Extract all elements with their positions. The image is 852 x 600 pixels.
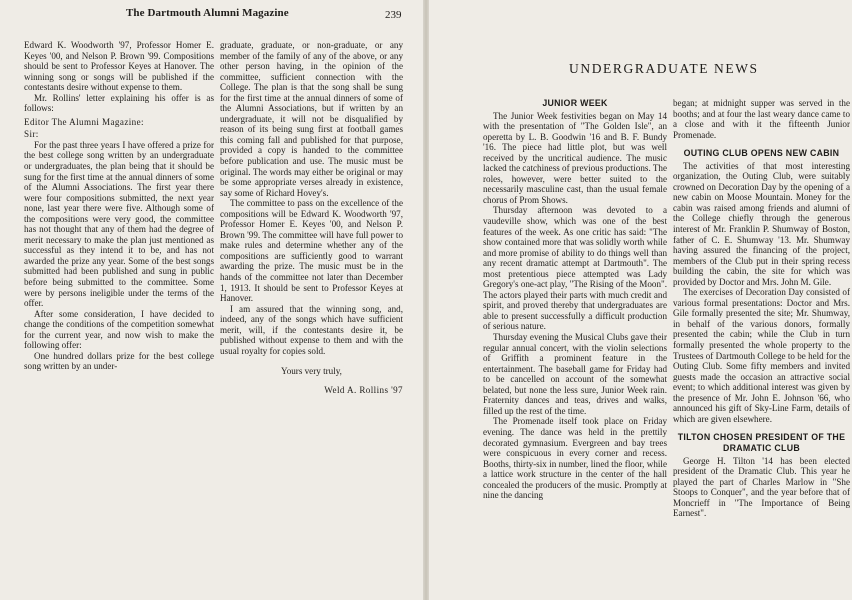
paragraph: One hundred dollars prize for the best college song written by an under-: [24, 350, 214, 372]
paragraph: Thursday afternoon was devoted to a vaudeville show, which was one of the best features of the week. As one critic has said: "The show contained more that was solidly worth while and more promise of ability to do things well than any recent dramatic attempt at Dartmouth". The most pretentious piece attempted was Lady Gregory's one-act play, "The Rising of the Moon". The actors played their parts with much credit and spirit, and proved thereby that undergraduates are able to present successfully a difficult production of serious nature.: [483, 205, 667, 332]
left-column-1: [24, 40, 214, 372]
right-column-2: [673, 98, 850, 519]
paragraph: For the past three years I have offered a prize for the best college song written by an undergraduate or undergraduates, the plan being that it should be sung for the first time at the annual dinners of some of the Alumni Associations. The first year there were four compositions submitted, the next year none, last year there were five. Although some of the compositions were very good, the committee has not thought that any of them had the degree of merit necessary to make the plan just mentioned as successful as they intend it to be, and has not awarded the prize any year. Some of the best songs submitted had been published and sung in public before being submitted to the committee. Some were by persons ineligible under the terms of the offer.: [24, 139, 214, 309]
paragraph: Mr. Rollins' letter explaining his offer is as follows:: [24, 92, 214, 114]
letter-signature: Weld A. Rollins '97: [324, 384, 403, 395]
left-column-2: [220, 40, 403, 396]
paragraph: began; at midnight supper was served in the booths; and at four the last weary dance came to a close and with it the fifteenth Junior Promenade.: [673, 98, 850, 140]
article-heading-junior-week: JUNIOR WEEK: [542, 98, 608, 108]
paragraph: The Promenade itself took place on Friday evening. The dance was held in the prettily decorated gymnasium. Evergreen and bay trees were conspicuous in every corner and recess. Booths, thirty-six in number, lined the floor, while a lattice work structure in the center of the hall concealed the producers of the music. Promptly at nine the dancing: [483, 416, 667, 501]
paragraph: Thursday evening the Musical Clubs gave their regular annual concert, with the violin selections of Griffith a prominent feature in the entertainment. The baseball game for Friday had to be cancelled on account of the somewhat belated, but none the less sure, Junior Week rain. Fraternity dances and teas, drives and walks, filled up the rest of the time.: [483, 332, 667, 416]
article-heading-tilton: TILTON CHOSEN PRESIDENT OF THE DRAMATIC CLUB: [677, 432, 846, 453]
letter-addressee: Editor The Alumni Magazine:: [24, 116, 144, 127]
paragraph: George H. Tilton '14 has been elected president of the Dramatic Club. This year he played the part of Charles Marlow in "She Stoops to Conquer", and the year before that of Moncrieff in "The Importance of Being Earnest".: [673, 455, 850, 519]
paragraph: The Junior Week festivities began on May 14 with the presentation of "The Golden Isle", an operetta by L. B. Goodwin '16 and B. F. Bundy '16. The piece had little plot, but was well received by the uncritical audience. The music lacked the catchiness of previous productions. The roles, however, were better suited to the necessarily masculine cast, than the usual female chorus of Prom Shows.: [483, 110, 667, 205]
paragraph: The committee to pass on the excellence of the compositions will be Edward K. Woodworth '97, Professor Homer E. Keyes '00, and Nelson P. Brown '99. The committee will have full power to make rules and determine whether any of the compositions are sufficiently good to warrant awarding the prize. The music must be in the hands of the committee not later than December 1, 1913. It should be sent to Professor Keyes at Hanover.: [220, 198, 403, 304]
section-title: UNDERGRADUATE NEWS: [569, 61, 759, 76]
letter-closing: Yours very truly,: [281, 366, 342, 377]
article-heading-outing-club: OUTING CLUB OPENS NEW CABIN: [683, 148, 840, 159]
paragraph: After some consideration, I have decided to change the conditions of the competition somewhat for the current year, and now wish to make the following offer:: [24, 308, 214, 351]
running-head: The Dartmouth Alumni Magazine: [126, 7, 289, 19]
right-page: [428, 0, 852, 600]
paragraph: graduate, graduate, or non-graduate, or any member of the family of any of the above, or any other person having, in the opinion of the committee, sufficient connection with the College. The plan is that the song shall be sung for the first time at the annual dinners of some of the Alumni Associations, but if written by an undergraduate, it will not be disqualified by reason of its being sung first at football games this coming fall and published for that purpose, provided a copy is handed to the committee before publication and use. The music must be original. The words may either be original or may be some appropriate verses already in existence, say some of Richard Hovey's.: [220, 40, 403, 198]
paragraph: The activities of that most interesting organization, the Outing Club, were suitably crowned on Decoration Day by the opening of a new cabin on Moose Mountain. Money for the cabin was raised among friends and alumni of the College chiefly through the generous interest of Mr. Franklin P. Shumway of Boston, father of C. E. Shumway '13. Mr. Shumway having assured the financing of the project, members of the Club put in their spring recess building the cabin, the site for which was provided by Doctor and Mrs. John M. Gile.: [673, 160, 850, 287]
letter-salutation: Sir:: [24, 129, 39, 140]
paragraph: Edward K. Woodworth '97, Professor Homer E. Keyes '00, and Nelson P. Brown '99. Compositions should be sent to Professor Keyes at Hanover. The winning song or songs will be published if the contestants desire without expense to them.: [24, 40, 214, 93]
paragraph: I am assured that the winning song, and, indeed, any of the songs which have sufficient merit, will, if the contestants desire it, be published without expense to them and with the usual royalty for copies sold.: [220, 303, 403, 356]
left-page: [0, 0, 424, 600]
paragraph: The exercises of Decoration Day consisted of various formal presentations: Doctor and Mrs. Gile formally presented the site; Mr. Shumway, in behalf of the various donors, formally presented the cabin; while the Club in turn formally presented the whole property to the Trustees of Dartmouth College to be held for the Outing Club. Some fifty members and invited guests made the occasion an attractive social event; to which additional interest was given by the presence of Mr. John E. Johnson '66, who announced his gift of Sky-Line Farm, details of which are given elsewhere.: [673, 287, 850, 424]
right-column-1: [483, 98, 667, 501]
page-number: 239: [385, 9, 402, 21]
